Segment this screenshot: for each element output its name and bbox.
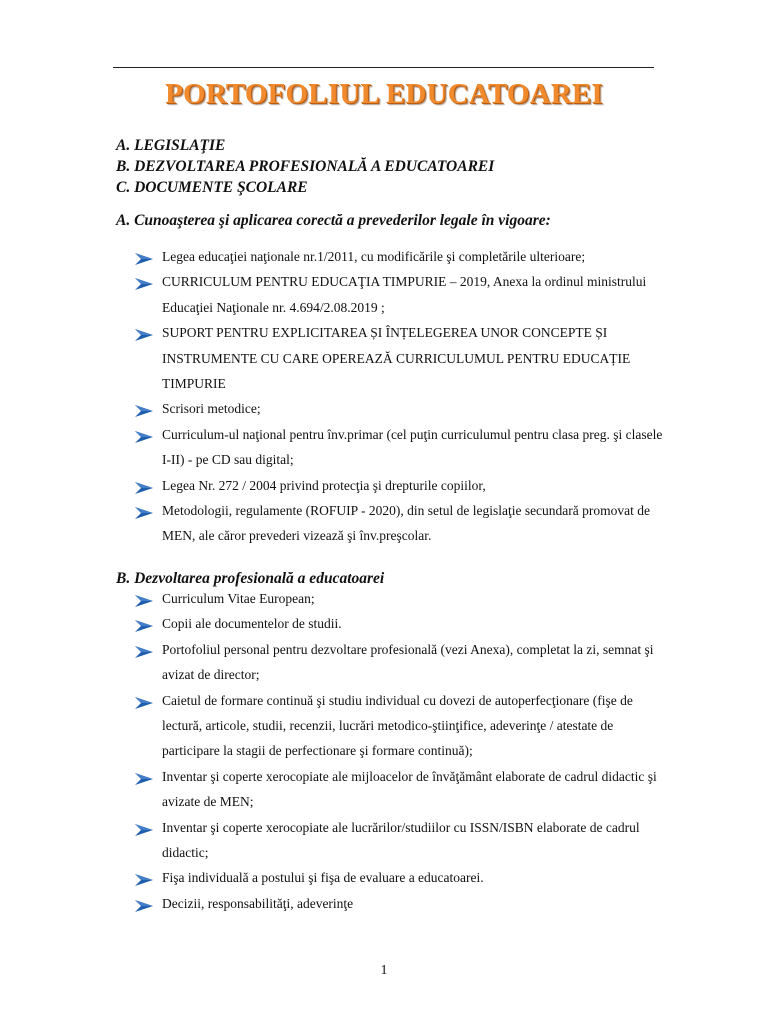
section-b-list <box>134 586 664 916</box>
toc-item-b: B. DEZVOLTAREA PROFESIONALĂ A EDUCATOAREI <box>116 158 495 175</box>
arrow-bullet-icon <box>134 325 154 339</box>
list-item <box>134 611 664 636</box>
arrow-bullet-icon <box>134 642 154 656</box>
list-item-text: Legea educaţiei naţionale nr.1/2011, cu modificările şi completările ulterioare; <box>162 249 586 264</box>
list-item <box>134 473 664 498</box>
list-item <box>134 688 664 764</box>
page-number: 1 <box>380 963 388 978</box>
list-item <box>134 422 664 473</box>
list-item <box>134 320 664 396</box>
arrow-bullet-icon <box>134 820 154 834</box>
list-item-text: Curriculum-ul naţional pentru înv.primar (cel puţin curriculumul pentru clasa preg. şi clasele I-II) - pe CD sau digital; <box>162 426 663 468</box>
list-item <box>134 891 664 916</box>
section-a-list <box>134 244 664 549</box>
arrow-bullet-icon <box>134 693 154 707</box>
list-item-text: Portofoliul personal pentru dezvoltare profesională (vezi Anexa), completat la zi, semnat şi avizat de director; <box>162 641 654 683</box>
arrow-bullet-icon <box>134 503 154 517</box>
list-item-text: Scrisori metodice; <box>162 401 261 417</box>
list-item <box>134 498 664 549</box>
arrow-bullet-icon <box>134 591 154 605</box>
list-item-text: SUPORT PENTRU EXPLICITAREA ȘI ÎNȚELEGEREA UNOR CONCEPTE ȘI INSTRUMENTE CU CARE OPEREAZĂ CURRICULUMUL PENTRU EDUCAȚIE TIMPURIE <box>162 325 631 392</box>
top-rule <box>113 67 654 68</box>
list-item-text: CURRICULUM PENTRU EDUCAŢIA TIMPURIE – 2019, Anexa la ordinul ministrului Educaţiei Naţionale nr. 4.694/2.08.2019 ; <box>162 274 647 315</box>
list-item-text: Caietul de formare continuă şi studiu individual cu dovezi de autoperfecţionare (fişe de lectură, articole, studii, recenzii, lucrări metodico-ştiinţifice, adeverinţe / atestate de participare la stagii de perfectionare şi formare continuă); <box>162 692 633 759</box>
list-item-text: Fişa individuală a postului şi fişa de evaluare a educatoarei. <box>162 870 484 886</box>
list-item <box>134 586 664 611</box>
list-item-text: Curriculum Vitae European; <box>162 591 315 606</box>
arrow-bullet-icon <box>134 616 154 630</box>
list-item <box>134 764 664 815</box>
list-item <box>134 865 664 890</box>
list-item-text: Decizii, responsabilităţi, adeverinţe <box>162 895 354 911</box>
list-item-text: Legea Nr. 272 / 2004 privind protecţia şi drepturile copiilor, <box>162 477 486 493</box>
arrow-bullet-icon <box>134 769 154 783</box>
section-a-heading: A. Cunoaşterea şi aplicarea corectă a prevederilor legale în vigoare: <box>116 212 551 229</box>
list-item-text: Copii ale documentelor de studii. <box>162 616 342 632</box>
arrow-bullet-icon <box>134 870 154 884</box>
toc-item-a: A. LEGISLAŢIE <box>116 137 226 154</box>
arrow-bullet-icon <box>134 401 154 415</box>
list-item <box>134 244 664 269</box>
arrow-bullet-icon <box>134 427 154 441</box>
list-item-text: Inventar şi coperte xerocopiate ale mijloacelor de învăţământ elaborate de cadrul didactic şi avizate de MEN; <box>162 768 657 810</box>
table-of-contents <box>116 135 494 198</box>
toc-item-c: C. DOCUMENTE ŞCOLARE <box>116 179 308 196</box>
list-item <box>134 396 664 421</box>
arrow-bullet-icon <box>134 896 154 910</box>
arrow-bullet-icon <box>134 274 154 288</box>
page-title: PORTOFOLIUL EDUCATOAREI <box>165 78 603 110</box>
list-item <box>134 637 664 688</box>
arrow-bullet-icon <box>134 249 154 263</box>
list-item <box>134 815 664 866</box>
arrow-bullet-icon <box>134 478 154 492</box>
list-item-text: Inventar şi coperte xerocopiate ale lucrărilor/studiilor cu ISSN/ISBN elaborate de cadrul didactic; <box>162 819 640 861</box>
section-b-heading: B. Dezvoltarea profesională a educatoarei <box>116 570 385 587</box>
list-item <box>134 269 664 320</box>
list-item-text: Metodologii, regulamente (ROFUIP - 2020), din setul de legislaţie secundară promovat de MEN, ale căror prevederi vizează şi înv.preşcolar. <box>162 503 651 544</box>
